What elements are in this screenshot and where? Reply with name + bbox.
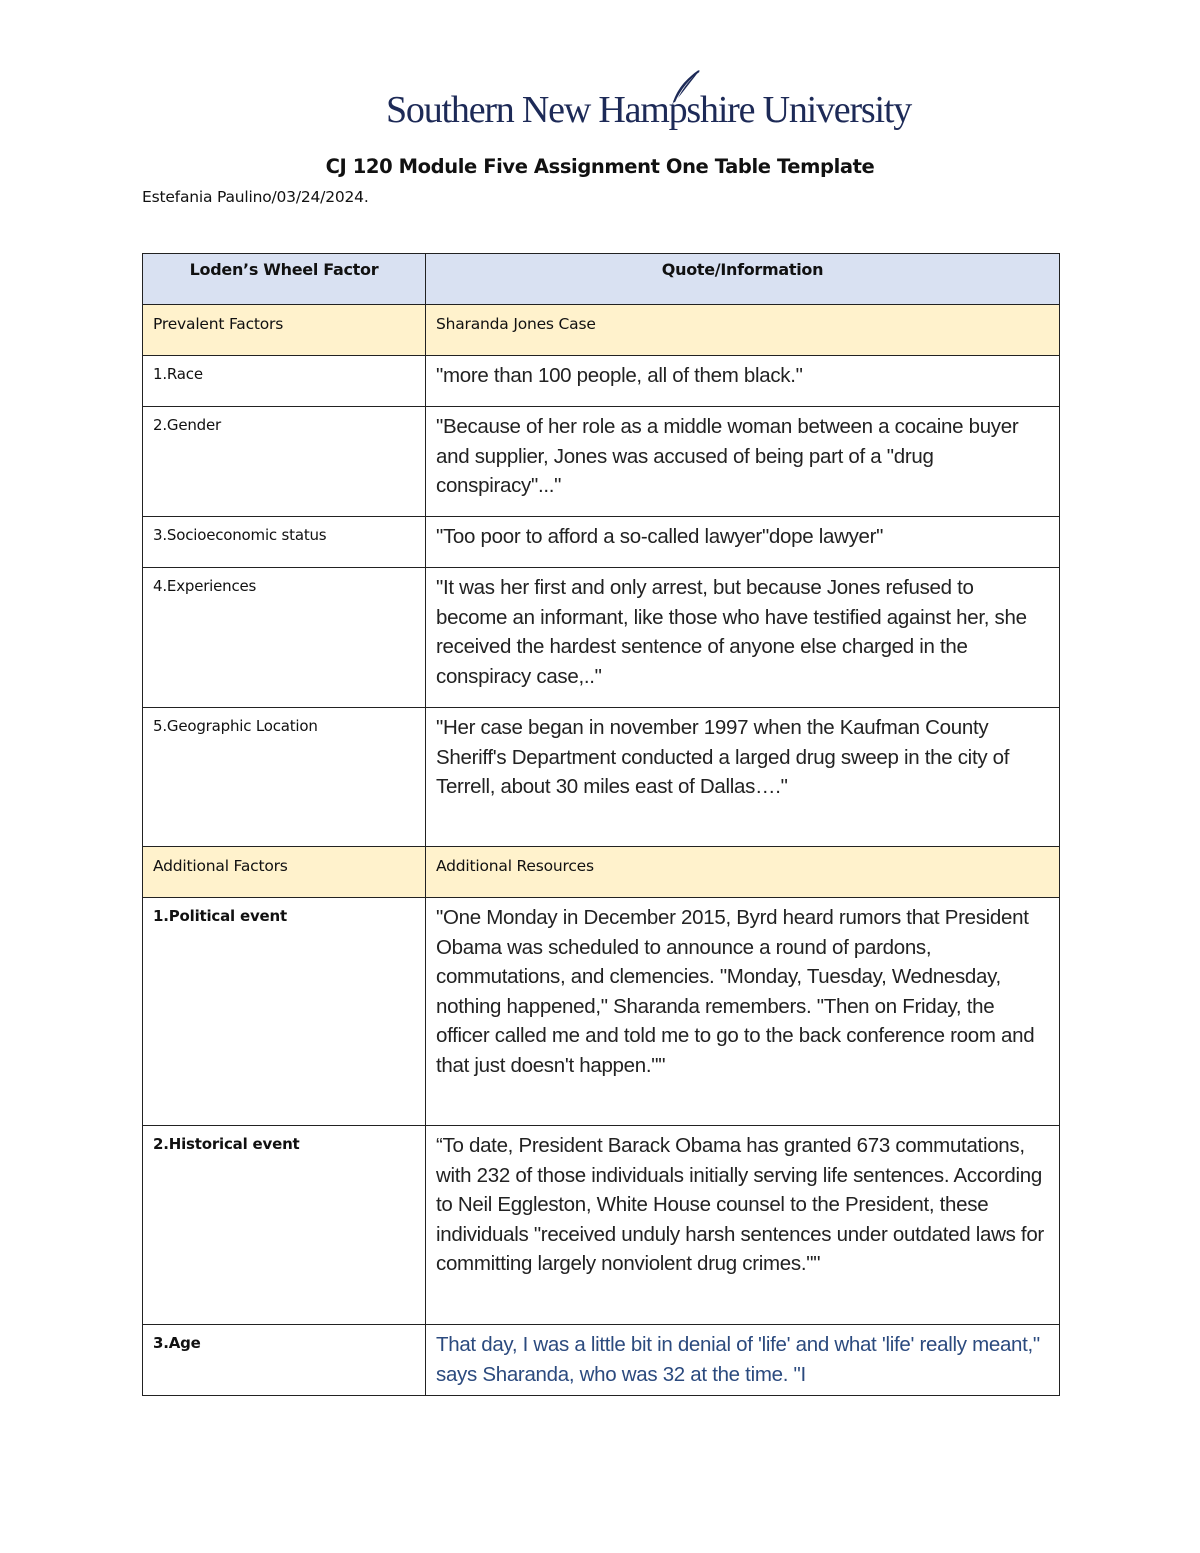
table-row — [143, 356, 1060, 407]
column-header-quote: Quote/Information — [426, 254, 1060, 305]
factor-cell: 1.Political event — [143, 898, 426, 1126]
table-row — [143, 898, 1060, 1126]
quote-cell: "One Monday in December 2015, Byrd heard rumors that President Obama was scheduled to announce a round of pardons, commutations, and clemencies. "Monday, Tuesday, Wednesday, nothing happened," Sharanda remembers. "Then on Friday, the officer called me and told me to go to the back conference room and that just doesn't happen."" — [426, 898, 1060, 1126]
quote-cell: "more than 100 people, all of them black." — [426, 356, 1060, 407]
quote-cell: "Too poor to afford a so-called lawyer"dope lawyer" — [426, 517, 1060, 568]
table-row — [143, 1126, 1060, 1325]
logo-wordmark: Southern New Hampshire University — [386, 89, 912, 131]
table-row — [143, 407, 1060, 517]
factor-cell: 2.Gender — [143, 407, 426, 517]
university-logo — [386, 68, 912, 138]
section-label: Prevalent Factors — [143, 305, 426, 356]
factor-cell: 3.Socioeconomic status — [143, 517, 426, 568]
table-row — [143, 517, 1060, 568]
section-source: Sharanda Jones Case — [426, 305, 1060, 356]
author-line: Estefania Paulino/03/24/2024. — [142, 188, 369, 206]
factor-cell: 2.Historical event — [143, 1126, 426, 1325]
factors-table — [142, 253, 1060, 1396]
section-label: Additional Factors — [143, 847, 426, 898]
page-title: CJ 120 Module Five Assignment One Table Template — [325, 155, 875, 178]
table-row — [143, 1325, 1060, 1396]
quote-cell: "Her case began in november 1997 when the Kaufman County Sheriff's Department conducted a larged drug sweep in the city of Terrell, about 30 miles east of Dallas…." — [426, 708, 1060, 847]
table-row — [143, 568, 1060, 708]
section-row-prevalent — [143, 305, 1060, 356]
table-header-row — [143, 254, 1060, 305]
section-source: Additional Resources — [426, 847, 1060, 898]
section-row-additional — [143, 847, 1060, 898]
factor-cell: 4.Experiences — [143, 568, 426, 708]
factor-cell: 1.Race — [143, 356, 426, 407]
quote-cell: “To date, President Barack Obama has granted 673 commutations, with 232 of those individuals initially serving life sentences. According to Neil Eggleston, White House counsel to the President, these individuals "received unduly harsh sentences under outdated laws for committing largely nonviolent drug crimes."" — [426, 1126, 1060, 1325]
factor-cell: 5.Geographic Location — [143, 708, 426, 847]
column-header-factor: Loden’s Wheel Factor — [143, 254, 426, 305]
table-row — [143, 708, 1060, 847]
quote-cell: That day, I was a little bit in denial of 'life' and what 'life' really meant," says Sharanda, who was 32 at the time. "I — [426, 1325, 1060, 1396]
quote-cell: "It was her first and only arrest, but because Jones refused to become an informant, like those who have testified against her, she received the hardest sentence of anyone else charged in the conspiracy case,.." — [426, 568, 1060, 708]
quote-cell: "Because of her role as a middle woman between a cocaine buyer and supplier, Jones was accused of being part of a "drug conspiracy"..." — [426, 407, 1060, 517]
factor-cell: 3.Age — [143, 1325, 426, 1396]
